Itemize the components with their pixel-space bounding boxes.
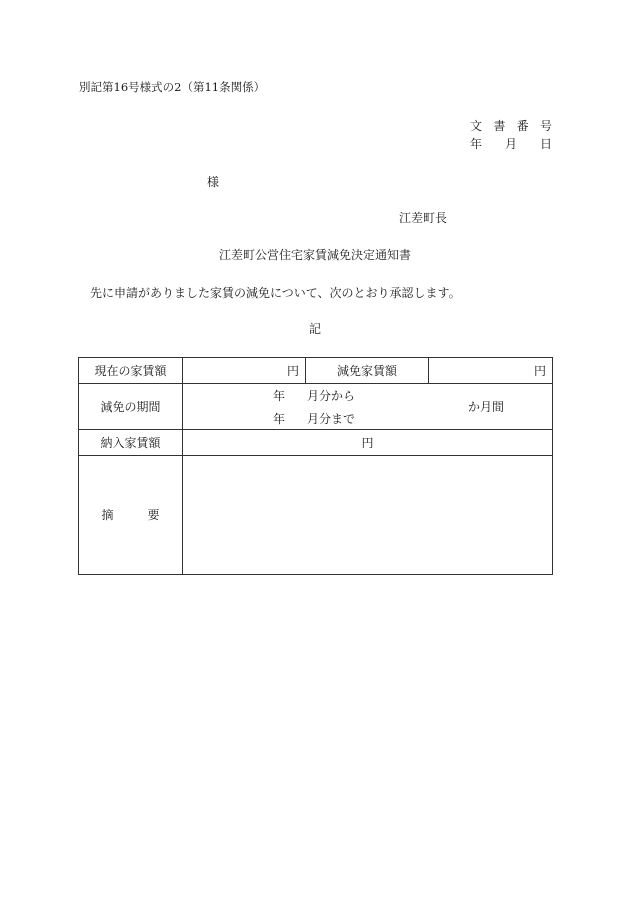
date-year: 年 [470,137,483,151]
docnum-char: 文 [470,119,483,133]
remarks-label [79,456,183,575]
payment-value: 円 [183,430,553,456]
date-month: 月 [504,137,517,151]
table-row [79,384,553,430]
recipient-honorific: 様 [207,175,220,189]
issuer: 江差町長 [399,211,448,225]
current-rent-value: 円 [183,358,306,384]
table-row [79,430,553,456]
period-to [273,412,355,426]
remarks-label-char: 摘 [101,508,114,522]
ki-heading: 記 [308,322,321,336]
detail-table [78,357,553,575]
period-from-year: 年 [273,388,286,403]
period-to-year: 年 [273,411,286,426]
period-from-text: 月分から [307,388,356,403]
reduced-rent-label: 減免家賃額 [306,358,429,384]
docnum-char: 号 [539,119,552,133]
payment-label: 納入家賃額 [79,430,183,456]
table-row [79,456,553,575]
table-row [79,358,553,384]
date-label [470,137,552,151]
body-text: 先に申請がありました家賃の減免について、次のとおり承認します。 [90,286,461,300]
current-rent-label: 現在の家賃額 [79,358,183,384]
period-months: か月間 [467,399,504,414]
docnum-char: 書 [493,119,506,133]
period-to-text: 月分まで [307,411,356,426]
docnum-char: 番 [516,119,529,133]
period-value [183,384,553,430]
reduced-rent-value: 円 [429,358,553,384]
period-from [273,389,355,403]
remarks-label-char: 要 [147,508,160,522]
period-label: 減免の期間 [79,384,183,430]
document-title: 江差町公営住宅家賃減免決定通知書 [218,248,411,262]
document-number-label [470,119,552,133]
date-day: 日 [539,137,552,151]
remarks-value [183,456,553,575]
form-code: 別記第16号様式の2（第11条関係） [79,80,266,94]
